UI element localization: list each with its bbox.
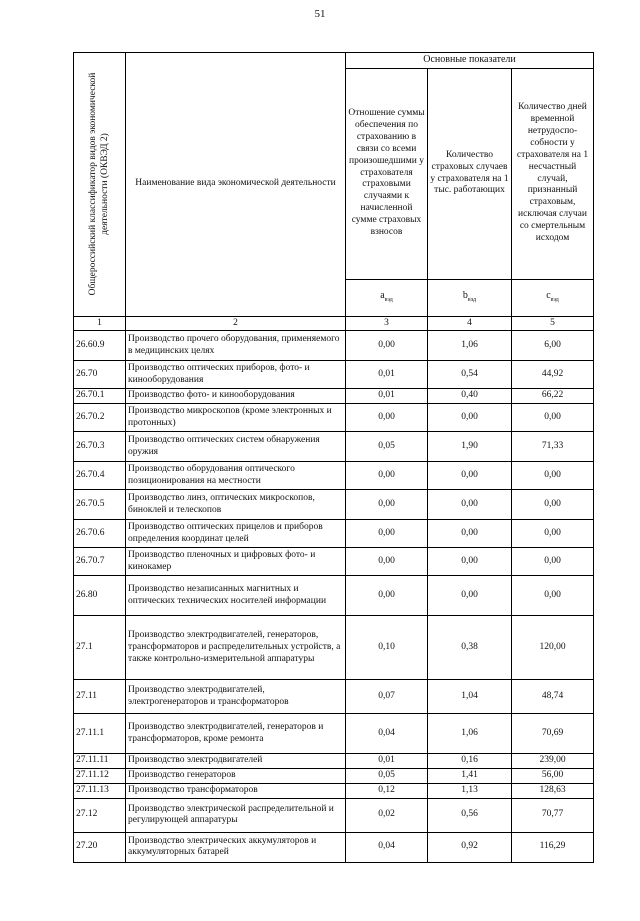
- table-row: [74, 462, 594, 490]
- header-main-indicators: Основные показатели: [346, 53, 594, 69]
- activity-name: Производство микроскопов (кроме электронных и протонных): [126, 404, 346, 432]
- table-row: [74, 798, 594, 832]
- value-c: 70,77: [512, 798, 594, 832]
- value-b: 1,06: [428, 331, 512, 361]
- column-number-2: 2: [126, 316, 346, 331]
- table-row: [74, 769, 594, 784]
- okved-code: 26.70.1: [74, 389, 126, 404]
- value-c: 0,00: [512, 576, 594, 616]
- value-b: 0,00: [428, 462, 512, 490]
- value-c: 128,63: [512, 784, 594, 799]
- value-a: 0,00: [346, 462, 428, 490]
- value-c: 116,29: [512, 832, 594, 862]
- okved-code: 27.11.1: [74, 714, 126, 754]
- table-row: [74, 576, 594, 616]
- header-col4: Количество страховых случаев у страхователя на 1 тыс. работающих: [428, 68, 512, 279]
- okved-code: 27.11.13: [74, 784, 126, 799]
- table-row: [74, 548, 594, 576]
- activity-name: Производство оборудования оптического позиционирования на местности: [126, 462, 346, 490]
- value-b: 0,40: [428, 389, 512, 404]
- value-c: 0,00: [512, 548, 594, 576]
- value-c: 120,00: [512, 616, 594, 680]
- rates-table: [73, 52, 594, 863]
- table-row: [74, 490, 594, 520]
- header-symbol-a: $a_{вэд}$: [346, 279, 428, 316]
- page-number: 51: [314, 8, 326, 20]
- activity-name: Производство прочего оборудования, применяемого в медицинских целях: [126, 331, 346, 361]
- value-c: 0,00: [512, 520, 594, 548]
- value-a: 0,01: [346, 389, 428, 404]
- okved-code: 26.70.7: [74, 548, 126, 576]
- value-b: 1,90: [428, 432, 512, 462]
- value-b: 0,56: [428, 798, 512, 832]
- value-a: 0,07: [346, 680, 428, 714]
- column-number-3: 3: [346, 316, 428, 331]
- header-symbol-c: $c_{вэд}$: [512, 279, 594, 316]
- table-row: [74, 389, 594, 404]
- header-okved: [74, 53, 126, 317]
- header-symbol-b: $b_{вэд}$: [428, 279, 512, 316]
- activity-name: Производство незаписанных магнитных и оптических технических носителей информации: [126, 576, 346, 616]
- activity-name: Производство оптических систем обнаружения оружия: [126, 432, 346, 462]
- okved-code: 26.70.4: [74, 462, 126, 490]
- column-number-1: 1: [74, 316, 126, 331]
- okved-code: 26.60.9: [74, 331, 126, 361]
- okved-code: 27.20: [74, 832, 126, 862]
- value-a: 0,05: [346, 769, 428, 784]
- value-a: 0,12: [346, 784, 428, 799]
- activity-name: Производство генераторов: [126, 769, 346, 784]
- table-row: [74, 331, 594, 361]
- header-okved-label: Общероссийский классификатор видов экономической деятельности (ОКВЭД 2): [87, 72, 110, 296]
- value-c: 0,00: [512, 462, 594, 490]
- table-row: [74, 361, 594, 389]
- value-c: 0,00: [512, 404, 594, 432]
- value-b: 0,54: [428, 361, 512, 389]
- value-a: 0,00: [346, 490, 428, 520]
- value-b: 1,41: [428, 769, 512, 784]
- value-c: 66,22: [512, 389, 594, 404]
- value-c: 6,00: [512, 331, 594, 361]
- value-a: 0,00: [346, 520, 428, 548]
- table-row: [74, 832, 594, 862]
- header-col5: Количество дней временной нетрудоспо-собности у страхователя на 1 несчастный случай, признанный страховым, исключая случаи со смертельным исходом: [512, 68, 594, 279]
- activity-name: Производство пленочных и цифровых фото- и кинокамер: [126, 548, 346, 576]
- value-c: 70,69: [512, 714, 594, 754]
- okved-code: 26.70: [74, 361, 126, 389]
- table-row: [74, 754, 594, 769]
- value-a: 0,04: [346, 832, 428, 862]
- table-row: [74, 714, 594, 754]
- activity-name: Производство оптических приборов, фото- и кинооборудования: [126, 361, 346, 389]
- okved-code: 26.70.3: [74, 432, 126, 462]
- activity-name: Производство трансформаторов: [126, 784, 346, 799]
- value-c: 71,33: [512, 432, 594, 462]
- value-a: 0,00: [346, 548, 428, 576]
- table-row: [74, 520, 594, 548]
- table-row: [74, 784, 594, 799]
- column-number-4: 4: [428, 316, 512, 331]
- value-b: 0,38: [428, 616, 512, 680]
- activity-name: Производство электродвигателей: [126, 754, 346, 769]
- column-number-5: 5: [512, 316, 594, 331]
- header-activity-name: Наименование вида экономической деятельности: [126, 53, 346, 317]
- value-b: 0,00: [428, 490, 512, 520]
- activity-name: Производство электродвигателей, электрогенераторов и трансформаторов: [126, 680, 346, 714]
- value-b: 0,00: [428, 548, 512, 576]
- value-c: 239,00: [512, 754, 594, 769]
- value-a: 0,00: [346, 576, 428, 616]
- table-row: [74, 404, 594, 432]
- okved-code: 27.11.12: [74, 769, 126, 784]
- okved-code: 27.1: [74, 616, 126, 680]
- value-a: 0,01: [346, 361, 428, 389]
- value-a: 0,04: [346, 714, 428, 754]
- value-a: 0,02: [346, 798, 428, 832]
- value-c: 0,00: [512, 490, 594, 520]
- activity-name: Производство линз, оптических микроскопов, биноклей и телескопов: [126, 490, 346, 520]
- table-row: [74, 680, 594, 714]
- value-b: 1,13: [428, 784, 512, 799]
- okved-code: 27.11.11: [74, 754, 126, 769]
- activity-name: Производство электрической распределительной и регулирующей аппаратуры: [126, 798, 346, 832]
- value-a: 0,10: [346, 616, 428, 680]
- okved-code: 26.80: [74, 576, 126, 616]
- value-a: 0,05: [346, 432, 428, 462]
- activity-name: Производство электрических аккумуляторов и аккумуляторных батарей: [126, 832, 346, 862]
- value-a: 0,00: [346, 331, 428, 361]
- value-b: 0,00: [428, 404, 512, 432]
- table-row: [74, 432, 594, 462]
- value-c: 44,92: [512, 361, 594, 389]
- table-row: [74, 616, 594, 680]
- activity-name: Производство электродвигателей, генераторов, трансформаторов и распределительных устройств, а также контрольно-измерительной аппаратуры: [126, 616, 346, 680]
- value-c: 56,00: [512, 769, 594, 784]
- value-b: 0,00: [428, 520, 512, 548]
- value-b: 1,04: [428, 680, 512, 714]
- value-a: 0,00: [346, 404, 428, 432]
- value-b: 0,92: [428, 832, 512, 862]
- value-b: 0,16: [428, 754, 512, 769]
- okved-code: 26.70.2: [74, 404, 126, 432]
- activity-name: Производство оптических прицелов и приборов определения координат целей: [126, 520, 346, 548]
- activity-name: Производство фото- и кинооборудования: [126, 389, 346, 404]
- value-b: 0,00: [428, 576, 512, 616]
- header-col3: Отношение суммы обеспечения по страхованию в связи со всеми произошедшими у страхователя страховыми случаями к начисленной сумме страховых взносов: [346, 68, 428, 279]
- value-c: 48,74: [512, 680, 594, 714]
- okved-code: 26.70.6: [74, 520, 126, 548]
- okved-code: 27.12: [74, 798, 126, 832]
- value-a: 0,01: [346, 754, 428, 769]
- activity-name: Производство электродвигателей, генераторов и трансформаторов, кроме ремонта: [126, 714, 346, 754]
- okved-code: 26.70.5: [74, 490, 126, 520]
- value-b: 1,06: [428, 714, 512, 754]
- okved-code: 27.11: [74, 680, 126, 714]
